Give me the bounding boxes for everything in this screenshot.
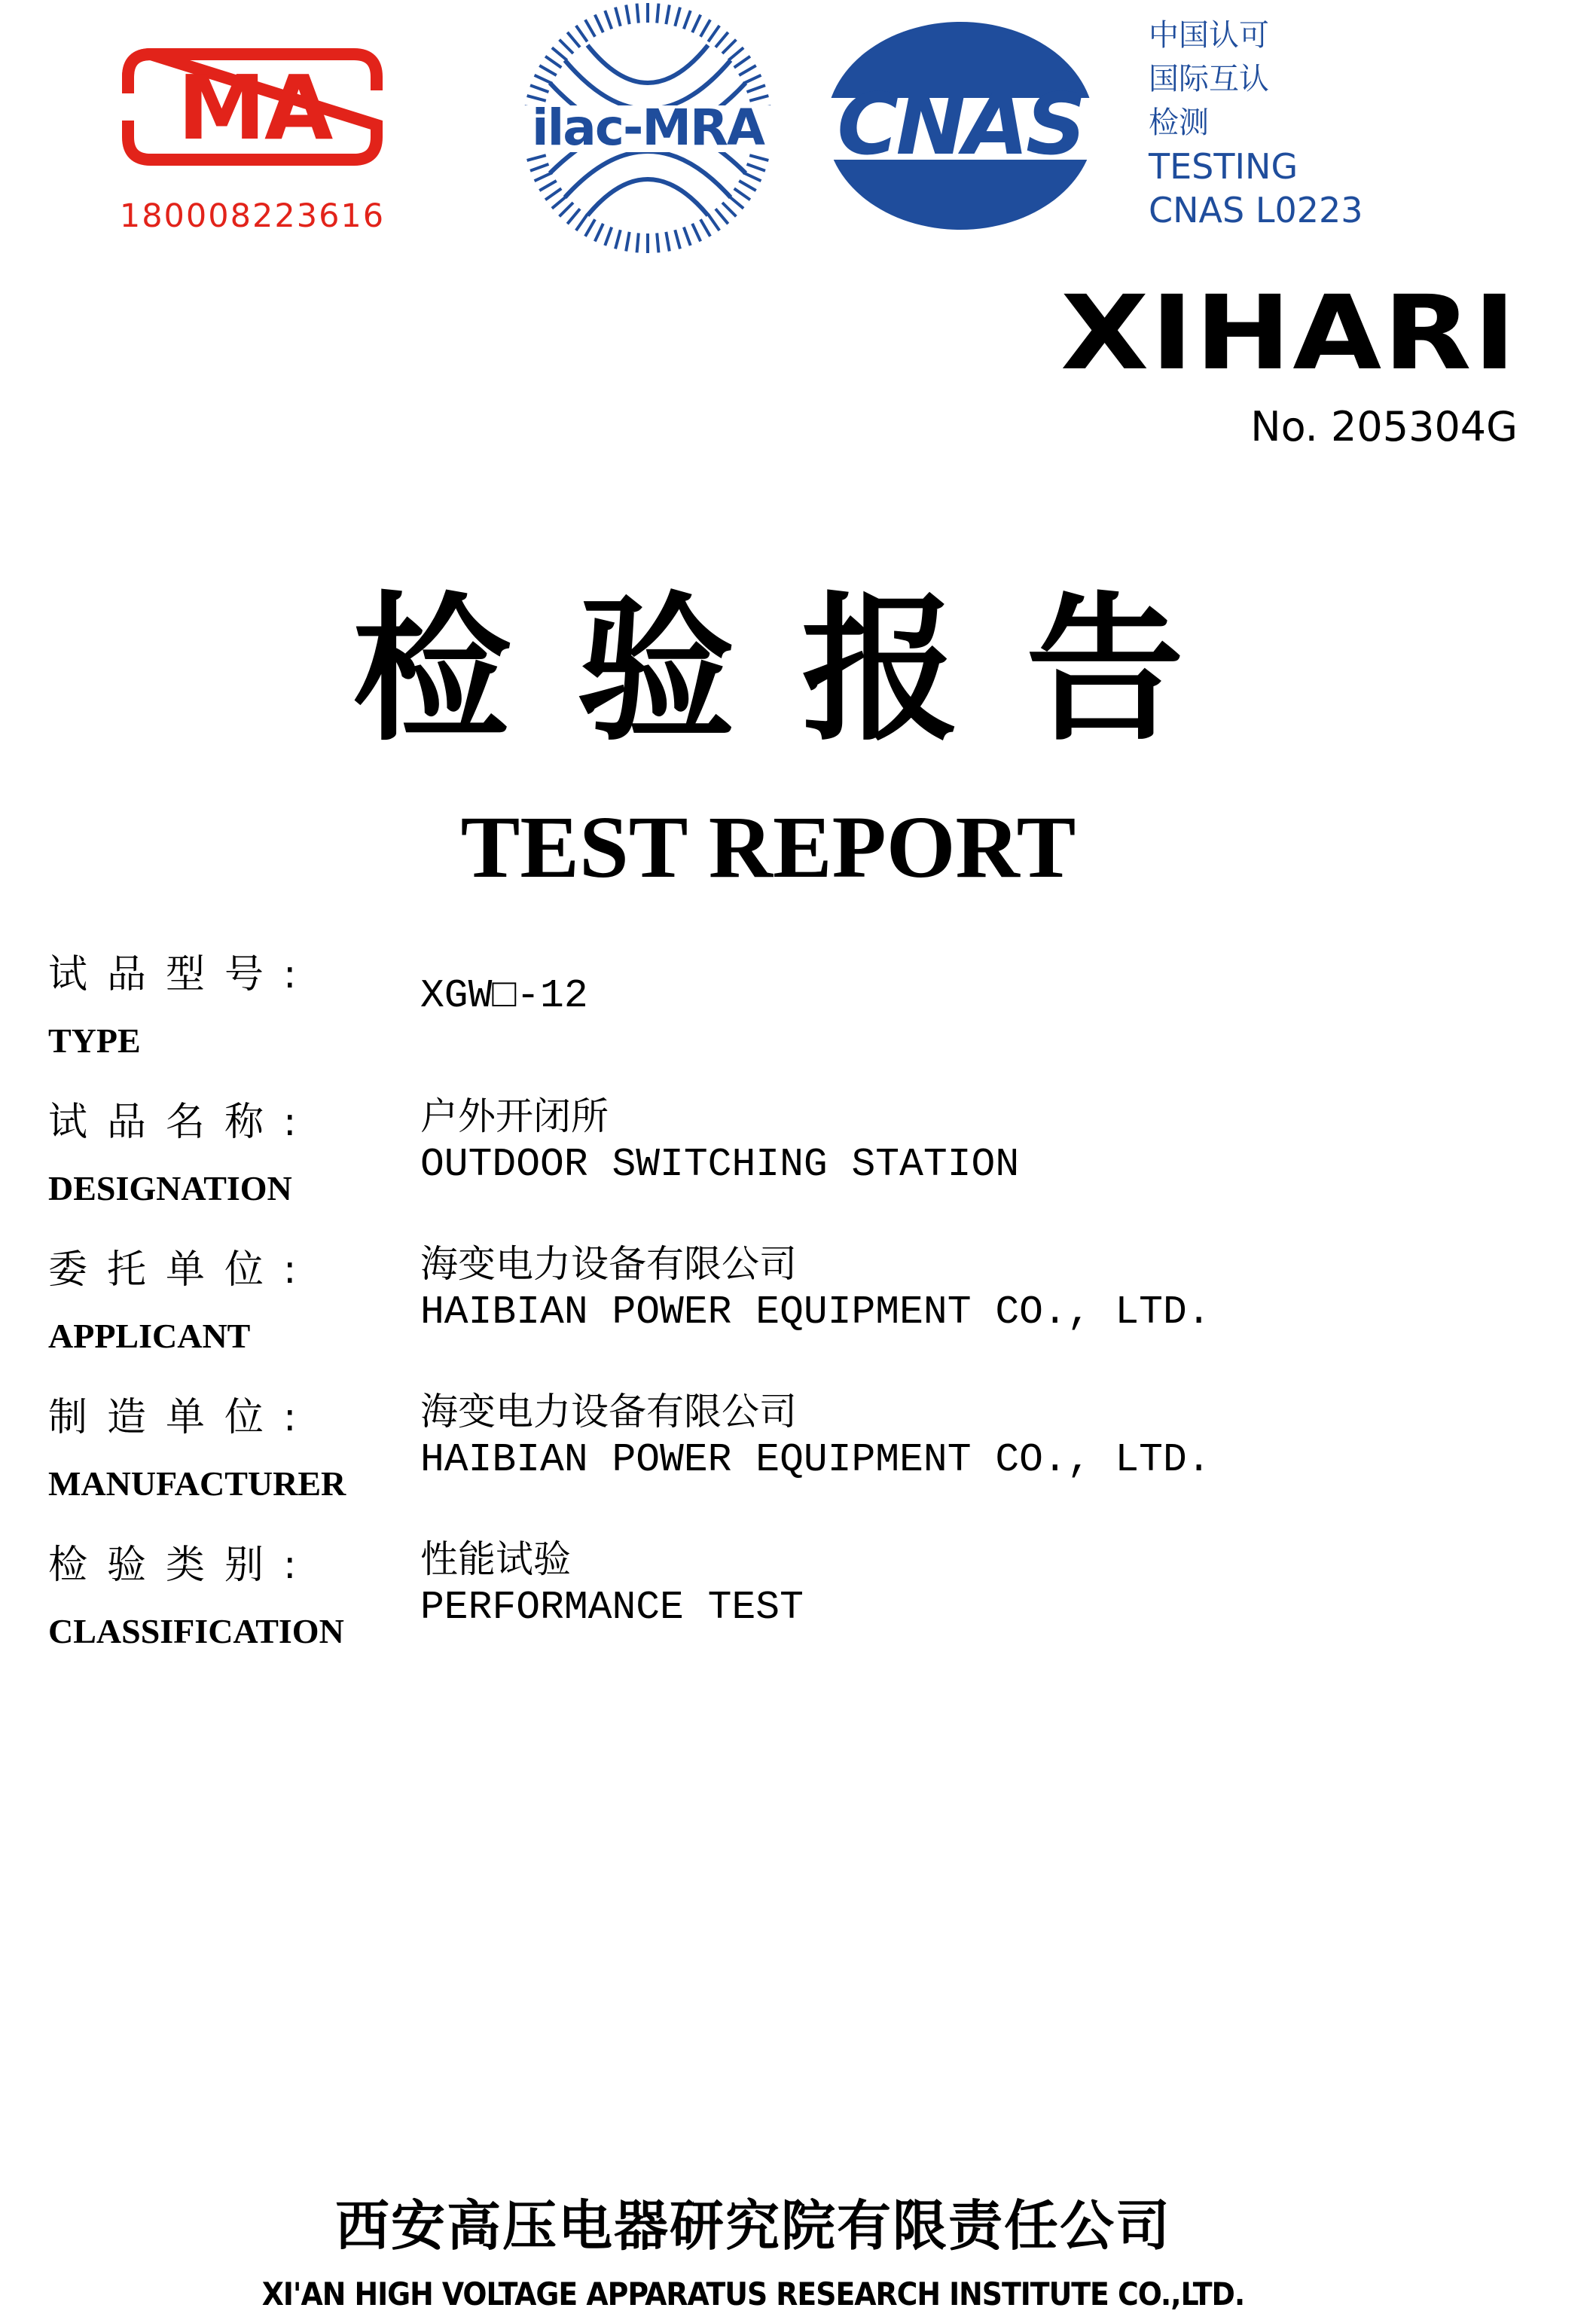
- seal-ray: [539, 181, 557, 191]
- seal-ray: [585, 219, 595, 237]
- seal-ray: [567, 32, 580, 47]
- cnas-line-4: TESTING: [1149, 146, 1298, 187]
- field-label-en: DESIGNATION: [48, 1169, 292, 1207]
- seal-ray: [637, 233, 639, 252]
- seal-ray: [552, 196, 567, 209]
- seal-ray: [708, 26, 719, 41]
- cnas-logo-letters: CNAS: [837, 76, 1084, 174]
- field-label-en: MANUFACTURER: [48, 1464, 346, 1503]
- seal-ray: [605, 11, 612, 29]
- field-value-cn: 海变电力设备有限公司: [420, 1242, 797, 1286]
- cnas-line-2: 国际互认: [1149, 62, 1269, 96]
- cma-number: 180008223616: [119, 197, 386, 235]
- field-value-cn: 户外开闭所: [420, 1094, 609, 1138]
- seal-ray: [626, 232, 630, 252]
- seal-ray: [530, 85, 548, 92]
- field-label-cn: 委托单位:: [48, 1247, 316, 1293]
- seal-ray: [743, 75, 761, 84]
- seal-ray: [560, 203, 573, 216]
- seal-ray: [722, 203, 736, 216]
- cnas-line-1: 中国认可: [1149, 18, 1269, 53]
- seal-ray: [637, 4, 639, 23]
- seal-ray: [675, 230, 680, 249]
- field-label-en: TYPE: [48, 1021, 141, 1060]
- seal-ray: [576, 26, 587, 41]
- seal-ray: [716, 209, 728, 224]
- seal-ray: [552, 47, 567, 60]
- cnas-accreditation-text: [1149, 14, 1450, 232]
- seal-ray: [728, 47, 743, 60]
- institute-name-cn: 西安高压电器研究院有限责任公司: [334, 2194, 1171, 2257]
- seal-ray: [560, 40, 573, 53]
- seal-ray: [615, 230, 621, 249]
- seal-ray: [605, 227, 612, 246]
- field-value-en: HAIBIAN POWER EQUIPMENT CO., LTD.: [420, 1290, 1211, 1335]
- report-number: No. 205304G: [1250, 403, 1518, 450]
- seal-ray: [739, 181, 756, 191]
- seal-ray: [747, 85, 765, 92]
- seal-ray: [615, 8, 621, 26]
- brand-logo: XIHARI: [1060, 274, 1518, 393]
- seal-ray: [535, 75, 553, 84]
- field-label-en: APPLICANT: [48, 1317, 251, 1355]
- page-title-en: TEST REPORT: [460, 798, 1076, 896]
- seal-ray: [545, 188, 561, 200]
- field-value-en: HAIBIAN POWER EQUIPMENT CO., LTD.: [420, 1437, 1211, 1482]
- seal-ray: [657, 4, 658, 23]
- page-title-cn: 检验报告: [352, 578, 1250, 762]
- field-label-cn: 试品名称:: [48, 1100, 316, 1145]
- seal-ray: [657, 233, 658, 252]
- field-value-en: OUTDOOR SWITCHING STATION: [420, 1142, 1020, 1187]
- field-label-cn: 检验类别:: [48, 1543, 316, 1588]
- seal-ray: [675, 8, 680, 26]
- field-label-en: CLASSIFICATION: [48, 1612, 344, 1650]
- cma-logo: [121, 47, 384, 167]
- seal-ray: [747, 164, 765, 171]
- seal-ray: [734, 188, 750, 200]
- seal-ray: [708, 215, 719, 230]
- cnas-line-3: 检测: [1149, 105, 1209, 140]
- seal-ray: [567, 209, 580, 224]
- seal-ray: [716, 32, 728, 47]
- field-value-cn: 海变电力设备有限公司: [420, 1390, 797, 1433]
- field-label-cn: 试品型号:: [48, 952, 316, 997]
- seal-ray: [585, 20, 595, 37]
- field-value-cn: 性能试验: [420, 1537, 571, 1581]
- seal-ray: [666, 5, 670, 25]
- seal-ray: [684, 11, 691, 29]
- ilac-seal-text: ilac-MRA: [532, 99, 764, 157]
- seal-ray: [530, 164, 548, 171]
- seal-ray: [595, 224, 603, 242]
- institute-name-en: XI'AN HIGH VOLTAGE APPARATUS RESEARCH INSTITUTE CO.,LTD.: [261, 2276, 1245, 2312]
- seal-ray: [666, 232, 670, 252]
- seal-ray: [684, 227, 691, 246]
- field-label-cn: 制造单位:: [48, 1395, 316, 1440]
- seal-ray: [545, 56, 561, 68]
- cnas-line-5: CNAS L0223: [1149, 190, 1363, 230]
- seal-ray: [734, 56, 750, 68]
- seal-ray: [692, 15, 700, 33]
- seal-ray: [576, 215, 587, 230]
- seal-ray: [722, 40, 736, 53]
- field-value-en: PERFORMANCE TEST: [420, 1585, 804, 1630]
- cnas-logo: [817, 17, 1103, 235]
- cma-logo-letters: MA: [177, 56, 332, 160]
- seal-ray: [700, 20, 710, 37]
- seal-ray: [700, 219, 710, 237]
- seal-ray: [626, 5, 630, 25]
- seal-ray: [728, 196, 743, 209]
- seal-ray: [539, 66, 557, 75]
- seal-ray: [739, 66, 756, 75]
- ilac-mra-seal: [520, 0, 776, 256]
- seal-ray: [743, 172, 761, 181]
- seal-ray: [692, 224, 700, 242]
- seal-ray: [535, 172, 553, 181]
- seal-ray: [595, 15, 603, 33]
- field-value-en: XGW□-12: [420, 973, 588, 1018]
